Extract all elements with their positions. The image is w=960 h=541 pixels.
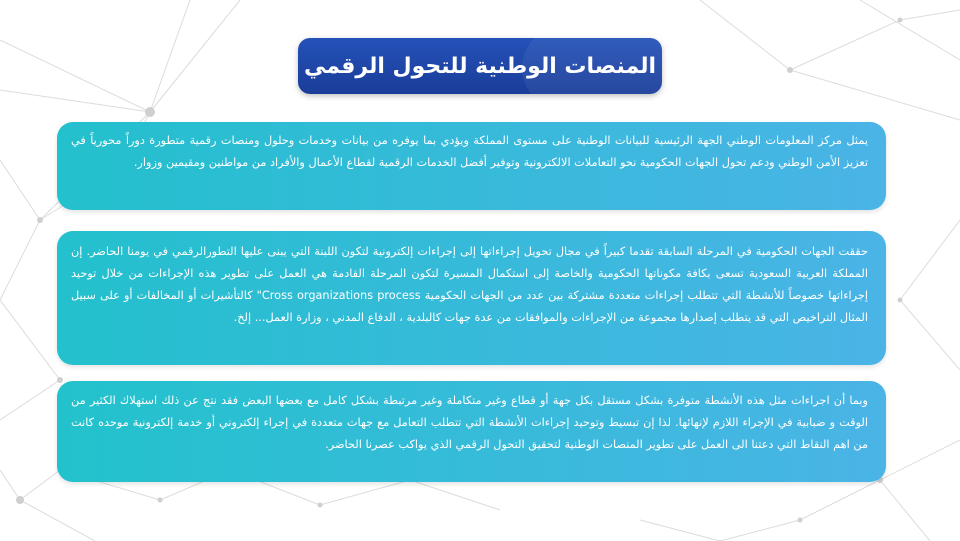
paragraph-card-2 — [57, 231, 886, 365]
slide-title-banner — [298, 38, 662, 94]
paragraph-card-1 — [57, 122, 886, 210]
slide-title: المنصات الوطنية للتحول الرقمي — [303, 53, 657, 79]
paragraph-text-2: حققت الجهات الحكومية في المرحلة السابقة تقدما كبيراً في مجال تحويل إجراءاتها إلى إجراءات إلكترونية لتكون اللبنة التي يبنى عليها التطورالرقمي في يومنا الحاضر. إن المملكة العربية السعودية تسعى بكافة مكوناتها الحكومية والخاصة إلى استكمال المسيرة لتكون المرحلة القادمة هي العمل على تطوير هذه الإجراءات من خلال توحيد إجراءاتها خصوصاً للأنشطة التي تتطلب إجراءات متعددة مشتركة بين عدد من الجهات الحكومية Cross organizations process" كالتأشيرات أو المخالفات أو على سبيل المثال التراخيص التي قد يتطلب إصدارها مجموعة من الإجراءات والموافقات من عدة جهات كالبلدية ، الدفاع المدني ، وزارة العمل... إلخ. — [71, 245, 869, 324]
paragraph-card-3 — [57, 381, 886, 482]
paragraph-text-3: وبما أن اجراءات مثل هذه الأنشطة متوفرة بشكل مستقل بكل جهة أو قطاع وغير متكاملة وغير مرتبطة بشكل كامل مع بعضها البعض فقد نتج عن ذلك استهلاك الكثير من الوقت و ضبابية في الإجراء اللازم لإنهائها. لذا إن تبسيط وتوحيد إجراءات الأنشطة التي تتطلب التعامل مع جهات متعددة في إجراء إلكتروني أو خدمة إلكترونية موحده كانت من اهم النقاط التي دعتنا الى العمل على تطوير المنصات الوطنية لتحقيق التحول الرقمي الذي يواكب عصرنا الحاضر. — [71, 394, 868, 451]
paragraph-text-1: يمثل مركز المعلومات الوطني الجهة الرئيسية للبيانات الوطنية على مستوى المملكة ويؤدي بما يوفره من بيانات وخدمات وحلول ومنصات رقمية متطورة دوراً محورياً في تعزيز الأمن الوطني ودعم تحول الجهات الحكومية نحو التعاملات الالكترونية وتوفير أفضل الخدمات الرقمية لقطاع الأعمال والأفراد من مواطنين ومقيمين وزوار. — [71, 134, 868, 169]
